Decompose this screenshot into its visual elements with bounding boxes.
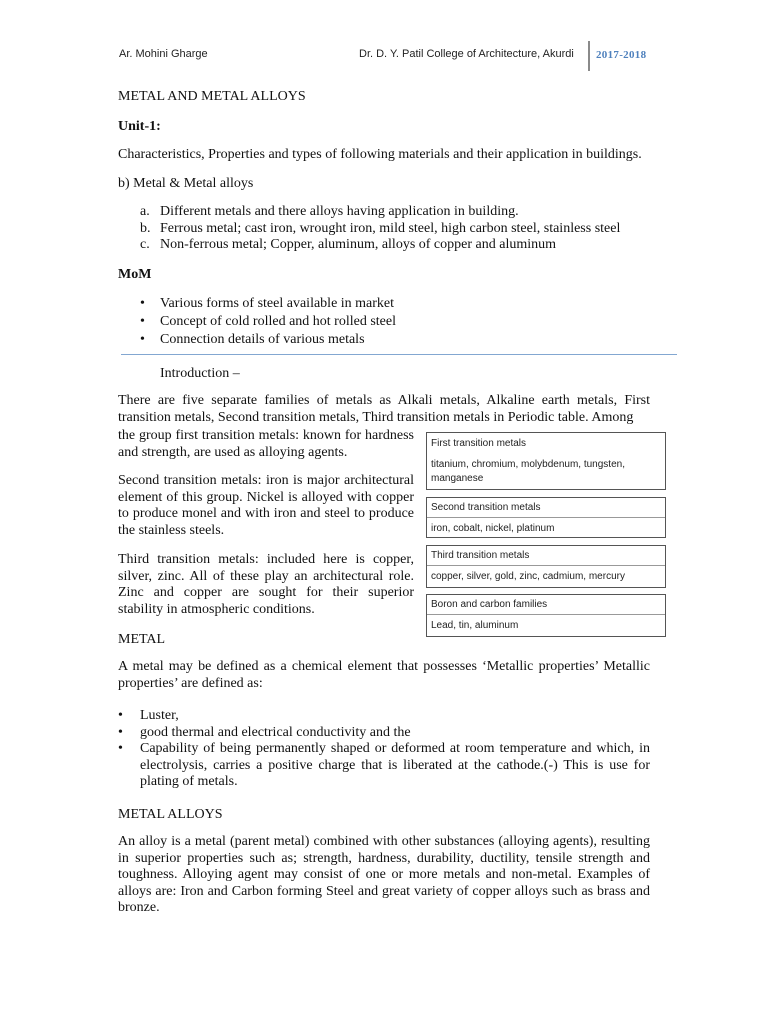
list-item: • Capability of being permanently shaped or deformed at room temperature and which, in electrolysis, carries a positive charge that is liberated at the cathode.(-) This is use for plating of metals. [118,741,650,789]
family-box-second [426,497,666,538]
family-heading: Second transition metals [431,502,541,513]
unit-heading: Unit-1: [118,119,161,134]
list-item: • Connection details of various metals [140,332,365,347]
family-box-first [426,432,666,490]
family-box-third [426,545,666,588]
header-college: Dr. D. Y. Patil College of Architecture, Akurdi [359,48,574,60]
box-divider [427,517,665,518]
metal-heading: METAL [118,632,166,647]
metal-properties-list [118,708,650,791]
alloys-paragraph: An alloy is a metal (parent metal) combined with other substances (alloying agents), resulting in superior properties such as; strength, hardness, durability, ductility, tensile strength and toughness. Alloying agent may consist of one or more metals and non-metal. Examples of alloys are: Iron and Carbon forming Steel and great variety of copper alloys such as brass and bronze. [118,834,650,915]
intro-paragraph: There are five separate families of metals as Alkali metals, Alkaline earth metals, First transition metals, Second transition metals, Third transition metals in Periodic table. Among [118,393,650,425]
mom-heading: MoM [118,267,152,282]
subsection-heading: b) Metal & Metal alloys [118,176,254,191]
mom-list [140,295,660,349]
family-heading: First transition metals [431,438,527,449]
list-item: • Luster, [118,708,179,723]
third-transition-paragraph: Third transition metals: included here is copper, silver, zinc. All of these play an architectural role. Zinc and copper are sought for their superior stability in atmospheric conditions. [118,552,414,617]
syllabus-intro: Characteristics, Properties and types of following materials and their application in buildings. [118,147,642,162]
introduction-heading: Introduction – [160,366,240,381]
list-item: c. Non-ferrous metal; Copper, aluminum, alloys of copper and aluminum [140,237,557,252]
family-members: iron, cobalt, nickel, platinum [431,523,555,534]
intro-paragraph-continued: the group first transition metals: known for hardness and strength, are used as alloying agents. [118,428,414,460]
header-divider [588,41,590,71]
list-item: • Concept of cold rolled and hot rolled steel [140,314,396,329]
family-members: Lead, tin, aluminum [431,620,519,631]
family-members: copper, silver, gold, zinc, cadmium, mercury [431,571,625,582]
family-members: titanium, chromium, molybdenum, tungsten, [431,459,625,470]
list-item: • Various forms of steel available in market [140,296,395,311]
section-divider [121,354,677,355]
alloys-heading: METAL ALLOYS [118,807,223,822]
box-divider [427,565,665,566]
topic-list [140,204,680,254]
box-divider [427,614,665,615]
list-item: b. Ferrous metal; cast iron, wrought iron, mild steel, high carbon steel, stainless steel [140,220,621,236]
family-heading: Third transition metals [431,550,530,561]
metal-definition: A metal may be defined as a chemical element that possesses ‘Metallic properties’ Metallic properties’ are defined as: [118,659,650,691]
family-box-boron-carbon [426,594,666,637]
header-year: 2017-2018 [596,49,647,61]
list-item: • good thermal and electrical conductivity and the [118,724,411,740]
list-item: a. Different metals and there alloys having application in building. [140,204,519,219]
header-author: Ar. Mohini Gharge [119,48,208,60]
second-transition-paragraph: Second transition metals: iron is major architectural element of this group. Nickel is alloyed with copper to produce monel and with iron and steel to produce the stainless steels. [118,473,414,538]
family-heading: Boron and carbon families [431,599,548,610]
family-members: manganese [431,473,484,484]
document-title: METAL AND METAL ALLOYS [118,89,306,104]
